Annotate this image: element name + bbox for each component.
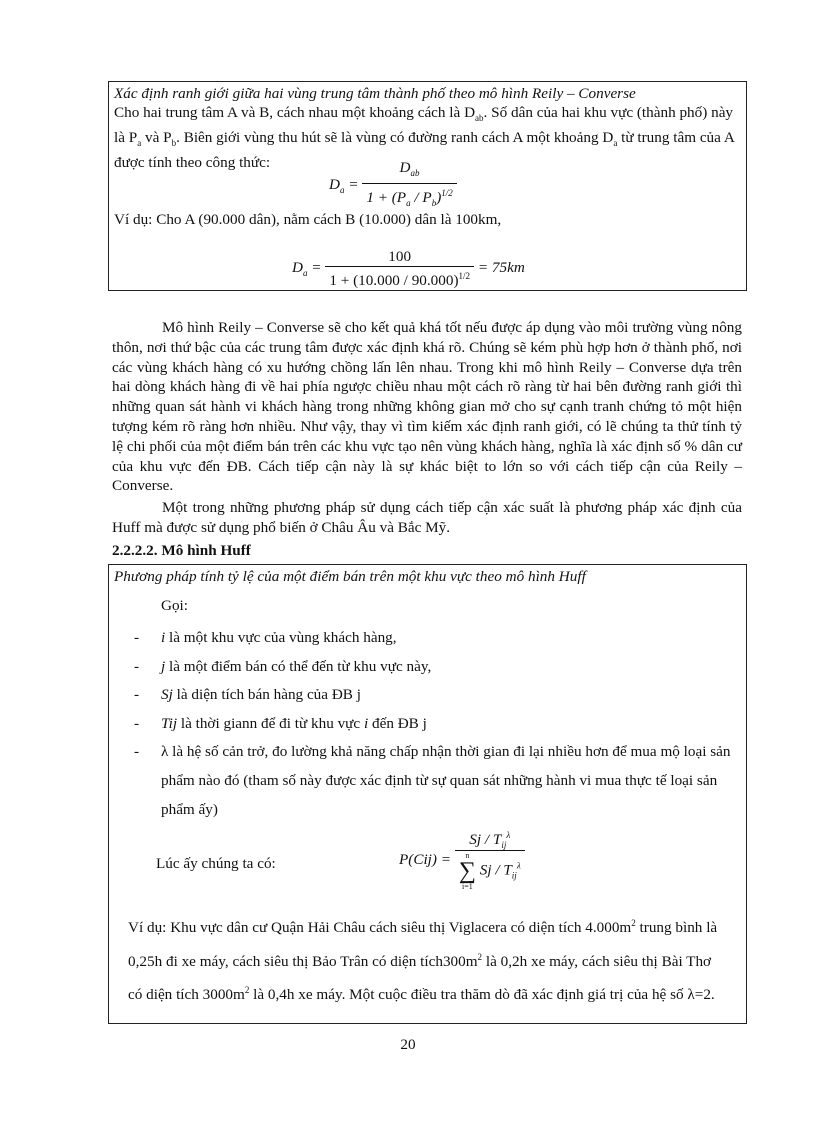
section-heading: 2.2.2.2. Mô hình Huff bbox=[112, 542, 251, 559]
list-item: - Tij là thời giann để đi từ khu vực i đến ĐB j bbox=[134, 714, 427, 732]
formula-huff: P(Cij) = Sj / $T_{ij}^\lambda$ n ∑ i=1 Sj / $T_{ij}^\lambda$ bbox=[399, 830, 525, 891]
paragraph-2: Một trong những phương pháp sử dụng cách tiếp cận xác suất là phương pháp xác định của Huff mà được sử dụng phổ biến ở Châu Âu và Bắc Mỹ. bbox=[112, 499, 742, 536]
list-item: - j là một điểm bán có thể đến từ khu vực này, bbox=[134, 657, 432, 675]
huff-model-box bbox=[108, 564, 747, 1024]
list-item: - λ là hệ số cản trở, đo lường khả năng chấp nhận thời gian đi lại nhiều hơn để mua mộ loại sản phẩm nào đó (tham số này được xác định từ sự quan sát những hành vi mua thực tế loại sản phẩm ấy) bbox=[134, 743, 731, 818]
goi-label: Gọi: bbox=[161, 597, 189, 614]
page-number: 20 bbox=[400, 1036, 416, 1053]
formula-da: $D_a$ = $\frac{D_{ab}}{1 + (P_a / P_b)^{1/2}}$ bbox=[329, 158, 457, 213]
huff-example: Ví dụ: Khu vực dân cư Quận Hải Châu cách siêu thị Viglacera có diện tích $4.000m^2$ trung bình là 0,25h đi xe máy, cách siêu thị Bảo Trân có diện $tích300m^2$ là 0,2h xe máy, cách siêu thị Bài Thơ có diện tích $3000m^2$ là 0,4h xe máy. Một cuộc điều tra thăm dò đã xác định giá trị của hệ số λ=2. bbox=[128, 918, 718, 1004]
paragraph-1: Mô hình Reily – Converse sẽ cho kết quả khá tốt nếu được áp dụng vào môi trường vùng nông thôn, nơi thứ bậc của các trung tâm được xác định khá rõ. Chúng sẽ kém phù hợp hơn ở thành phố, nơi các vùng khách hàng có xu hướng chồng lấn lên nhau. Trong khi mô hình Reily – Converse dựa trên hai dòng khách hàng đi về hai phía ngược chiều nhau một cách rõ ràng từ hai bên đường ranh giới thì những quan sát hành vi khách hàng trong những không gian mở cho sự cạnh tranh chứng tỏ một hiện tượng kém rõ ràng hơn nhiều. Như vậy, thay vì tìm kiếm xác định ranh giới, có lẽ chúng ta thử tính tỷ lệ chi phối của một điểm bán trên các khu vực tạo nên vùng khách hàng, nghĩa là xác định số % dân cư của khu vực đến ĐB. Cách tiếp cận này là sự khác biệt to lớn so với cách tiếp cận của Reily – Converse. bbox=[112, 319, 742, 495]
box-title: Phương pháp tính tỷ lệ của một điểm bán trên một khu vực theo mô hình Huff bbox=[114, 568, 586, 585]
list-item: - Sj là diện tích bán hàng của ĐB j bbox=[134, 686, 361, 704]
formula-intro: Lúc ấy chúng ta có: bbox=[156, 855, 276, 872]
reily-converse-box bbox=[108, 81, 747, 291]
definition-list bbox=[114, 624, 740, 824]
box-title: Xác định ranh giới giữa hai vùng trung tâm thành phố theo mô hình Reily – Converse bbox=[114, 85, 636, 102]
example-text: Ví dụ: Cho A (90.000 dân), nằm cách B (10.000) dân là 100km, bbox=[114, 211, 502, 228]
formula-example: $D_a$ = $\frac{100}{1 + (10.000 / 90.000)^{1/2}}$ = 75km bbox=[292, 248, 525, 290]
list-item: - i là một khu vực của vùng khách hàng, bbox=[134, 629, 397, 646]
box-description: Cho hai trung tâm A và B, cách nhau một khoảng cách là $D_{ab}$. Số dân của hai khu vực (thành phố) này là $P_a$ và $P_b$. Biên giới vùng thu hút sẽ là vùng có đường ranh cách A một khoảng $D_a$ từ trung tâm của A được tính theo công thức: bbox=[114, 104, 734, 172]
